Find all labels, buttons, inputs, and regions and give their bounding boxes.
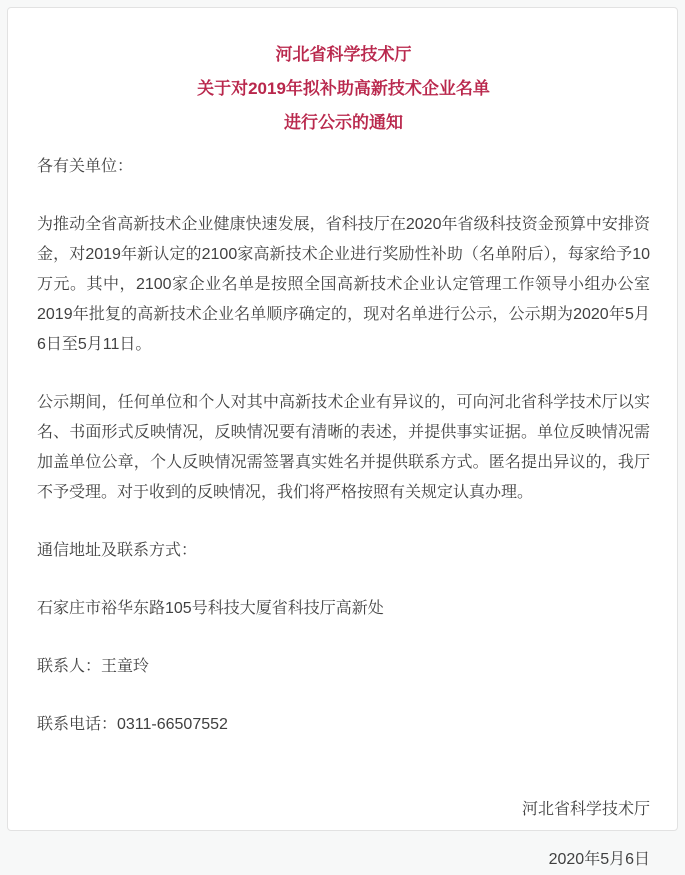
contact-phone: 联系电话：0311-66507552 <box>37 716 228 733</box>
title-line-subject: 关于对2019年拟补助高新技术企业名单 <box>197 79 490 98</box>
contact-heading: 通信地址及联系方式： <box>37 542 198 559</box>
title-line-type: 进行公示的通知 <box>284 113 403 132</box>
salutation: 各有关单位： <box>37 158 134 175</box>
paragraph-subsidy-details: 为推动全省高新技术企业健康快速发展，省科技厅在2020年省级科技资金预算中安排资金，对2019年新认定的2100家高新技术企业进行奖励性补助（名单附后），每家给予10万元。其中，2100家企业名单是按照全国高新技术企业认定管理工作领导小组办公室2019年批复的高新技术企业名单顺序确定的，现对名单进行公示，公示期为2020年5月6日至5月11日。 <box>37 216 650 353</box>
title-line-agency: 河北省科学技术厅 <box>275 45 412 64</box>
contact-person: 联系人：王童玲 <box>37 658 150 675</box>
contact-address: 石家庄市裕华东路105号科技大厦省科技厅高新处 <box>37 600 384 617</box>
notice-title <box>37 38 650 140</box>
paragraph-objection-process: 公示期间，任何单位和个人对其中高新技术企业有异议的，可向河北省科学技术厅以实名、书面形式反映情况，反映情况要有清晰的表述，并提供事实证据。单位反映情况需加盖单位公章，个人反映情况需签署真实姓名并提供联系方式。匿名提出异议的，我厅不予受理。对于收到的反映情况，我们将严格按照有关规定认真办理。 <box>37 394 650 501</box>
signature-agency: 河北省科学技术厅 <box>521 801 650 818</box>
notice-document <box>7 7 678 868</box>
signature-date: 2020年5月6日 <box>548 851 650 868</box>
